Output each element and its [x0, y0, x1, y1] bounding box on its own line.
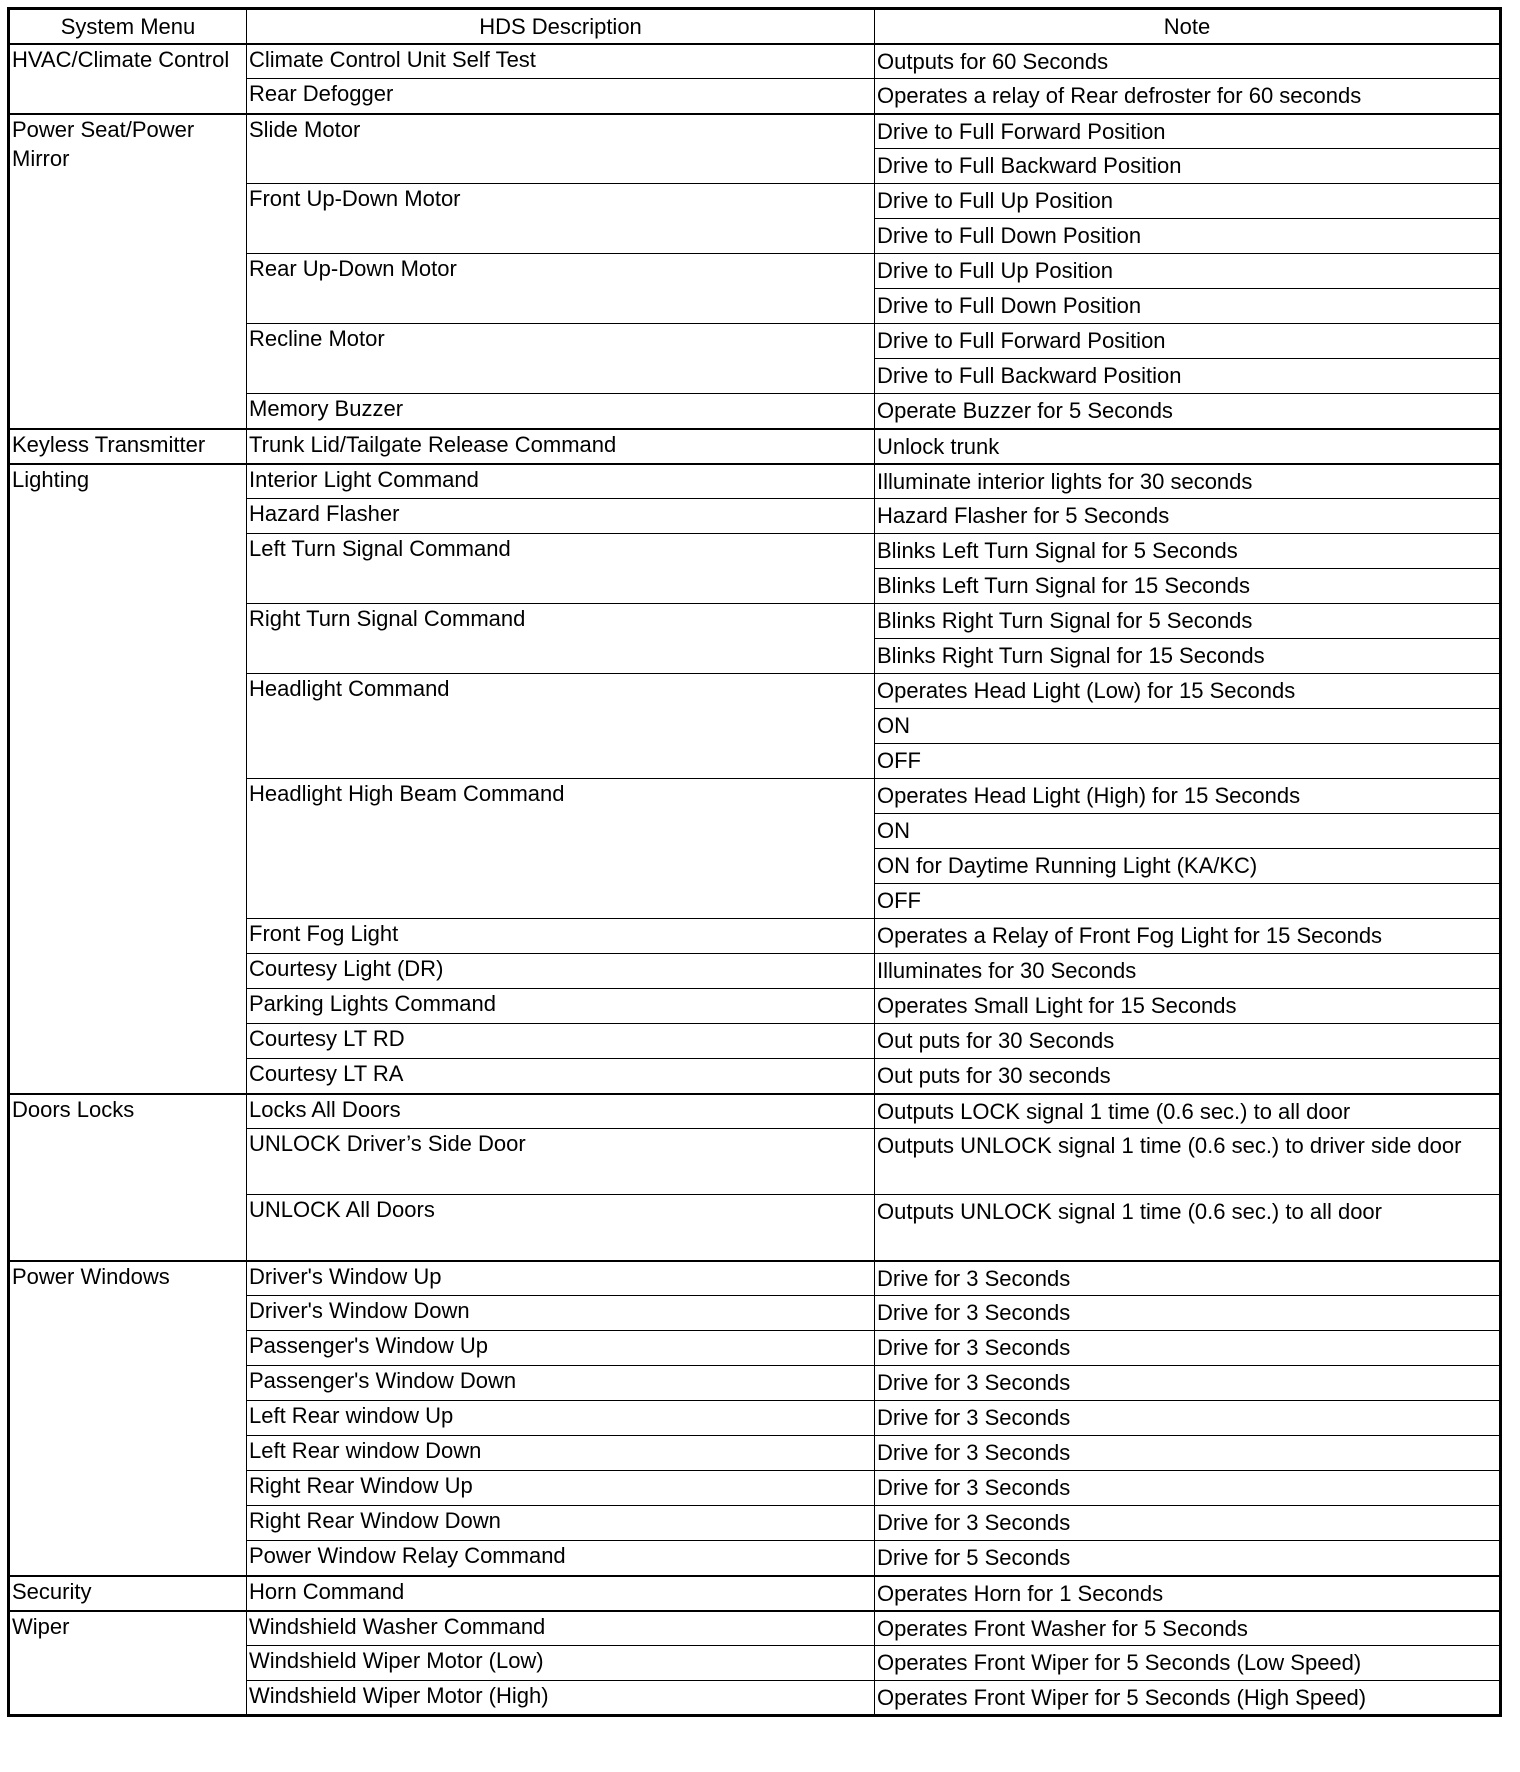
note-cell: Illuminate interior lights for 30 seconds — [875, 464, 1501, 499]
note-cell: Blinks Right Turn Signal for 5 Seconds — [875, 604, 1501, 639]
system-menu-cell: Power Seat/Power Mirror — [9, 114, 247, 429]
note-cell: Outputs UNLOCK signal 1 time (0.6 sec.) to all door — [875, 1195, 1501, 1261]
hds-description-cell: Left Rear window Up — [247, 1401, 875, 1436]
hds-description-cell: Rear Up-Down Motor — [247, 254, 875, 324]
note-cell: Drive to Full Up Position — [875, 184, 1501, 219]
note-cell: Out puts for 30 seconds — [875, 1059, 1501, 1094]
note-cell: Drive for 3 Seconds — [875, 1331, 1501, 1366]
hds-description-cell: Climate Control Unit Self Test — [247, 44, 875, 79]
hds-description-cell: Driver's Window Up — [247, 1261, 875, 1296]
note-cell: Operates Front Washer for 5 Seconds — [875, 1611, 1501, 1646]
note-cell: Drive for 3 Seconds — [875, 1506, 1501, 1541]
note-cell: Drive for 3 Seconds — [875, 1261, 1501, 1296]
hds-description-cell: Courtesy LT RA — [247, 1059, 875, 1094]
hds-description-cell: Memory Buzzer — [247, 394, 875, 429]
note-cell: Hazard Flasher for 5 Seconds — [875, 499, 1501, 534]
note-cell: Operates Small Light for 15 Seconds — [875, 989, 1501, 1024]
table-row — [9, 1261, 1501, 1296]
table-header-row — [9, 9, 1501, 44]
system-menu-cell: Keyless Transmitter — [9, 429, 247, 464]
note-cell: Blinks Left Turn Signal for 5 Seconds — [875, 534, 1501, 569]
hds-description-cell: Windshield Washer Command — [247, 1611, 875, 1646]
note-cell: Drive for 3 Seconds — [875, 1366, 1501, 1401]
note-cell: ON for Daytime Running Light (KA/KC) — [875, 849, 1501, 884]
table-row — [9, 1094, 1501, 1129]
note-cell: Illuminates for 30 Seconds — [875, 954, 1501, 989]
hds-description-cell: UNLOCK Driver’s Side Door — [247, 1129, 875, 1195]
hds-description-cell: Rear Defogger — [247, 79, 875, 114]
system-menu-cell: Wiper — [9, 1611, 247, 1716]
note-cell: Blinks Right Turn Signal for 15 Seconds — [875, 639, 1501, 674]
note-cell: Drive for 3 Seconds — [875, 1401, 1501, 1436]
hds-description-cell: Power Window Relay Command — [247, 1541, 875, 1576]
note-cell: Drive for 3 Seconds — [875, 1436, 1501, 1471]
note-cell: OFF — [875, 884, 1501, 919]
hds-description-cell: Headlight Command — [247, 674, 875, 779]
table-body — [9, 44, 1501, 1716]
hds-description-cell: Left Turn Signal Command — [247, 534, 875, 604]
note-cell: Operates a relay of Rear defroster for 60 seconds — [875, 79, 1501, 114]
hds-description-cell: Windshield Wiper Motor (Low) — [247, 1646, 875, 1681]
table-row — [9, 1576, 1501, 1611]
note-cell: Drive to Full Down Position — [875, 289, 1501, 324]
hds-description-cell: Right Rear Window Up — [247, 1471, 875, 1506]
hds-description-cell: Interior Light Command — [247, 464, 875, 499]
hds-description-cell: Passenger's Window Down — [247, 1366, 875, 1401]
hds-description-cell: Hazard Flasher — [247, 499, 875, 534]
hds-description-cell: Windshield Wiper Motor (High) — [247, 1681, 875, 1716]
note-cell: Outputs UNLOCK signal 1 time (0.6 sec.) to driver side door — [875, 1129, 1501, 1195]
hds-description-cell: Horn Command — [247, 1576, 875, 1611]
note-cell: Drive to Full Backward Position — [875, 359, 1501, 394]
note-cell: Drive for 3 Seconds — [875, 1296, 1501, 1331]
system-menu-cell: Lighting — [9, 464, 247, 1094]
hds-description-cell: UNLOCK All Doors — [247, 1195, 875, 1261]
system-menu-cell: Power Windows — [9, 1261, 247, 1576]
hds-description-cell: Passenger's Window Up — [247, 1331, 875, 1366]
table-row — [9, 44, 1501, 79]
hds-description-cell: Headlight High Beam Command — [247, 779, 875, 919]
header-hds-description: HDS Description — [247, 9, 875, 44]
note-cell: Drive to Full Backward Position — [875, 149, 1501, 184]
note-cell: Outputs for 60 Seconds — [875, 44, 1501, 79]
hds-function-test-table — [7, 7, 1502, 1717]
note-cell: Unlock trunk — [875, 429, 1501, 464]
hds-description-cell: Courtesy LT RD — [247, 1024, 875, 1059]
note-cell: OFF — [875, 744, 1501, 779]
note-cell: Operates a Relay of Front Fog Light for 15 Seconds — [875, 919, 1501, 954]
hds-description-cell: Parking Lights Command — [247, 989, 875, 1024]
hds-description-cell: Locks All Doors — [247, 1094, 875, 1129]
hds-description-cell: Front Fog Light — [247, 919, 875, 954]
note-cell: Outputs LOCK signal 1 time (0.6 sec.) to all door — [875, 1094, 1501, 1129]
hds-description-cell: Courtesy Light (DR) — [247, 954, 875, 989]
note-cell: Operates Front Wiper for 5 Seconds (Low Speed) — [875, 1646, 1501, 1681]
note-cell: Drive to Full Down Position — [875, 219, 1501, 254]
system-menu-cell: HVAC/Climate Control — [9, 44, 247, 114]
note-cell: Blinks Left Turn Signal for 15 Seconds — [875, 569, 1501, 604]
table-row — [9, 429, 1501, 464]
header-system-menu: System Menu — [9, 9, 247, 44]
hds-description-cell: Slide Motor — [247, 114, 875, 184]
note-cell: Drive for 3 Seconds — [875, 1471, 1501, 1506]
note-cell: ON — [875, 709, 1501, 744]
note-cell: Operates Front Wiper for 5 Seconds (High Speed) — [875, 1681, 1501, 1716]
note-cell: Drive for 5 Seconds — [875, 1541, 1501, 1576]
header-note: Note — [875, 9, 1501, 44]
table-row — [9, 1611, 1501, 1646]
note-cell: Drive to Full Up Position — [875, 254, 1501, 289]
note-cell: Operate Buzzer for 5 Seconds — [875, 394, 1501, 429]
hds-description-cell: Front Up-Down Motor — [247, 184, 875, 254]
note-cell: Operates Head Light (High) for 15 Seconds — [875, 779, 1501, 814]
hds-description-cell: Trunk Lid/Tailgate Release Command — [247, 429, 875, 464]
system-menu-cell: Doors Locks — [9, 1094, 247, 1261]
hds-description-cell: Recline Motor — [247, 324, 875, 394]
hds-description-cell: Right Rear Window Down — [247, 1506, 875, 1541]
note-cell: ON — [875, 814, 1501, 849]
system-menu-cell: Security — [9, 1576, 247, 1611]
table-row — [9, 464, 1501, 499]
hds-description-cell: Right Turn Signal Command — [247, 604, 875, 674]
hds-description-cell: Left Rear window Down — [247, 1436, 875, 1471]
note-cell: Out puts for 30 Seconds — [875, 1024, 1501, 1059]
note-cell: Drive to Full Forward Position — [875, 324, 1501, 359]
note-cell: Operates Horn for 1 Seconds — [875, 1576, 1501, 1611]
table-row — [9, 114, 1501, 149]
note-cell: Drive to Full Forward Position — [875, 114, 1501, 149]
note-cell: Operates Head Light (Low) for 15 Seconds — [875, 674, 1501, 709]
hds-description-cell: Driver's Window Down — [247, 1296, 875, 1331]
